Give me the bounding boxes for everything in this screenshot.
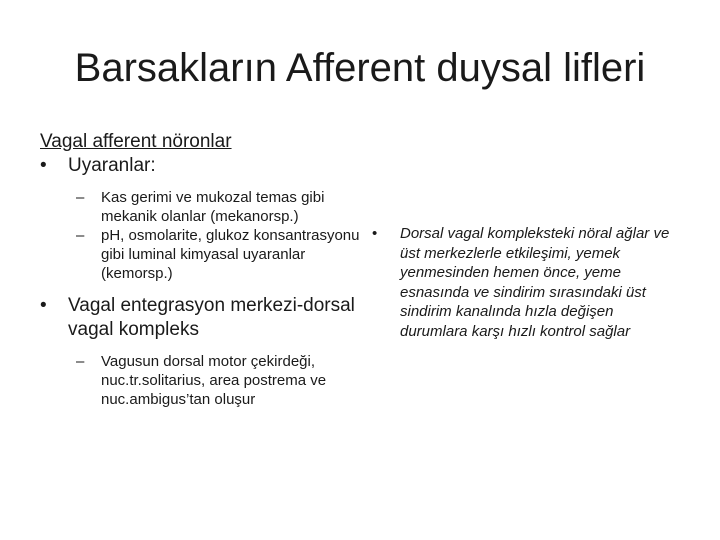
bullet-dot-icon: • — [40, 295, 47, 316]
bullet-dot-icon: • — [40, 155, 47, 176]
bullet-dorsal-vagal-text: Dorsal vagal kompleksteki nöral ağlar ve üst merkezlerle etkileşimi, yemek yenmesinden hemen önce, yeme esnasında ve sindirim sırasındaki üst sindirim kanalında hızla değişen durumlara karşı hızlı kontrol sağlar — [400, 225, 670, 340]
stimuli-sublist — [40, 188, 370, 283]
sublist-item-text: pH, osmolarite, glukoz konsantrasyonu gibi luminal kimyasal uyaranlar (kemorsp.) — [101, 227, 360, 282]
bullet-integration-center — [40, 294, 370, 342]
sublist-item — [40, 352, 370, 409]
right-column — [372, 224, 672, 341]
sublist-item-text: Kas gerimi ve mukozal temas gibi mekanik olanlar (mekanorsp.) — [101, 189, 325, 225]
bullet-dorsal-vagal — [372, 224, 672, 341]
dash-icon: – — [76, 189, 85, 206]
sublist-item-text: Vagusun dorsal motor çekirdeği, nuc.tr.solitarius, area postrema ve nuc.ambigus’tan oluşur — [101, 353, 327, 408]
sublist-item — [40, 188, 370, 226]
dash-icon: – — [76, 353, 85, 370]
bullet-dot-icon: • — [372, 225, 378, 242]
bullet-stimuli-label: Uyaranlar: — [68, 155, 156, 176]
integration-sublist — [40, 352, 370, 409]
bullet-integration-label: Vagal entegrasyon merkezi-dorsal vagal kompleks — [68, 295, 355, 340]
bullet-stimuli — [40, 154, 370, 178]
left-column — [40, 130, 370, 409]
dash-icon: – — [76, 227, 85, 244]
section-heading: Vagal afferent nöronlar — [40, 131, 232, 152]
sublist-item — [40, 226, 370, 283]
slide-title: Barsakların Afferent duysal lifleri — [74, 46, 646, 90]
